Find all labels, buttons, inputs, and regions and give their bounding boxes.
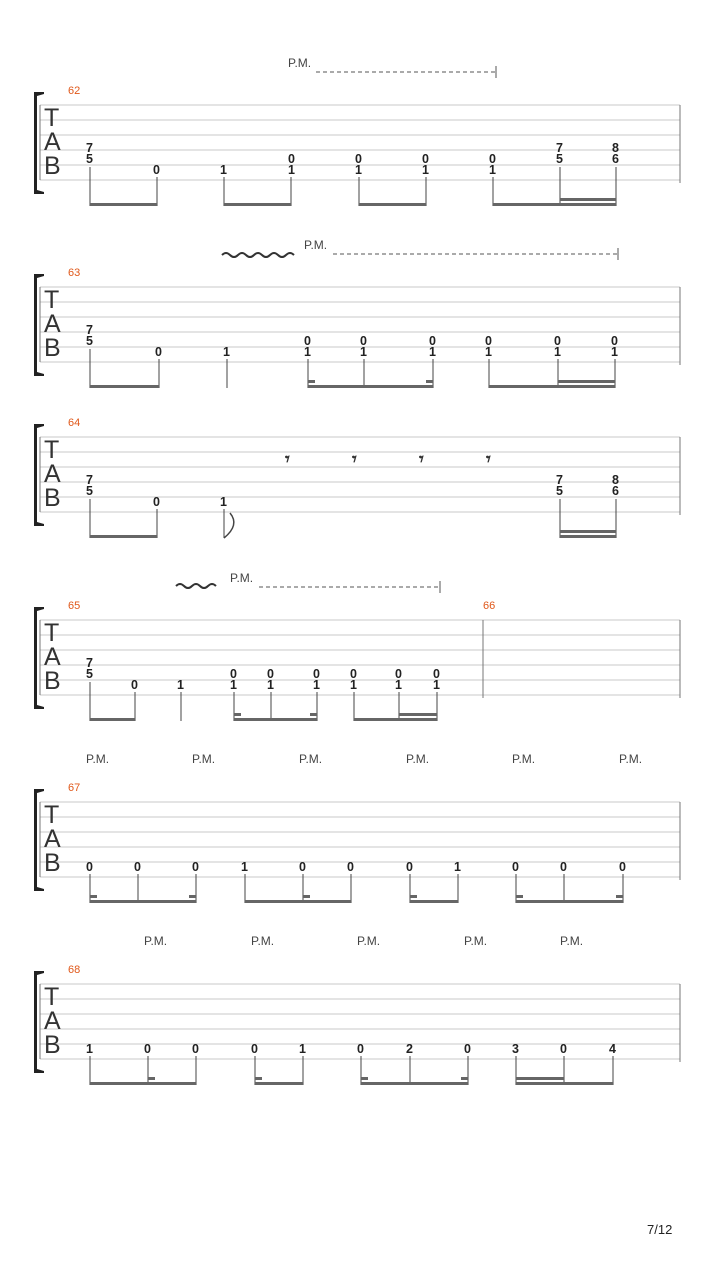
rhythm [90,349,615,388]
fret-number: 0 [144,1042,151,1056]
fret-number: 1 [313,678,320,692]
palm-mute-label: P.M. [304,238,328,252]
fret-number: 1 [611,345,618,359]
tab-clef [44,619,61,695]
fret-number: 0 [619,860,626,874]
staff-bracket [34,607,44,709]
fret-number: 0 [357,1042,364,1056]
svg-text:B: B [44,1031,61,1059]
palm-mute-row [144,934,583,948]
bar-number: 68 [68,964,81,976]
fret-number: 5 [86,484,93,498]
fret-number: 0 [313,667,320,681]
staff-bracket [34,274,44,376]
palm-mute-label: P.M. [406,752,430,766]
fret-number: 7 [556,141,563,155]
fret-number: 3 [512,1042,519,1056]
svg-text:B: B [44,334,61,362]
bar-number: 67 [68,782,81,794]
tab-clef [44,286,61,362]
svg-text:T: T [44,619,60,647]
eighth-rest-icon: 𝄾 [352,449,357,469]
staff-5 [34,752,680,903]
tab-clef [44,104,61,180]
svg-text:T: T [44,801,60,829]
staff-6 [34,934,680,1085]
staff-bracket [34,789,44,891]
staff-lines [40,437,680,512]
fret-number: 0 [86,860,93,874]
fret-number: 0 [560,1042,567,1056]
bar-number: 66 [483,600,496,612]
fret-number: 7 [86,323,93,337]
fret-number: 5 [86,334,93,348]
fret-number: 1 [395,678,402,692]
svg-text:A: A [44,643,61,671]
fret-number: 1 [350,678,357,692]
fret-number: 6 [612,484,619,498]
fret-number: 1 [230,678,237,692]
fret-number: 0 [512,860,519,874]
fret-number: 0 [422,152,429,166]
rhythm [90,874,623,903]
fret-number: 0 [153,495,160,509]
staff-bracket [34,424,44,526]
fret-number: 1 [429,345,436,359]
fret-number: 0 [489,152,496,166]
eighth-rest-icon: 𝄾 [285,449,290,469]
fret-number: 7 [86,473,93,487]
fret-number: 6 [612,152,619,166]
tab-clef [44,436,61,512]
palm-mute-label: P.M. [288,56,312,70]
svg-text:T: T [44,104,60,132]
fret-number: 5 [556,152,563,166]
fret-number: 5 [556,484,563,498]
fret-number: 5 [86,152,93,166]
fret-number: 0 [433,667,440,681]
fret-number: 0 [560,860,567,874]
fret-number: 1 [433,678,440,692]
fret-number: 1 [223,345,230,359]
fret-number: 0 [406,860,413,874]
svg-text:B: B [44,849,61,877]
fret-number: 8 [612,473,619,487]
palm-mute-label: P.M. [192,752,216,766]
bar-number: 62 [68,85,81,97]
palm-mute-label: P.M. [299,752,323,766]
fret-number: 0 [355,152,362,166]
svg-text:T: T [44,983,60,1011]
fret-number: 8 [612,141,619,155]
palm-mute-label: P.M. [86,752,110,766]
fret-number: 0 [554,334,561,348]
fret-number: 0 [192,1042,199,1056]
fret-number: 5 [86,667,93,681]
palm-mute-label: P.M. [619,752,643,766]
notes [86,141,619,177]
tab-clef [44,801,61,877]
rhythm [90,1056,613,1085]
fret-number: 0 [131,678,138,692]
fret-number: 1 [304,345,311,359]
fret-number: 1 [267,678,274,692]
fret-number: 0 [350,667,357,681]
staff-2 [34,238,680,388]
tab-clef [44,983,61,1059]
palm-mute-label: P.M. [251,934,275,948]
fret-number: 0 [395,667,402,681]
staff-bracket [34,971,44,1073]
staff-3 [34,417,680,538]
fret-number: 1 [554,345,561,359]
fret-number: 0 [251,1042,258,1056]
palm-mute-row [86,752,642,766]
notes [86,323,618,359]
palm-mute-label: P.M. [230,571,254,585]
svg-text:A: A [44,1007,61,1035]
fret-number: 1 [422,163,429,177]
fret-number: 1 [485,345,492,359]
palm-mute-label: P.M. [512,752,536,766]
fret-number: 2 [406,1042,413,1056]
fret-number: 7 [556,473,563,487]
svg-text:B: B [44,484,61,512]
fret-number: 0 [230,667,237,681]
svg-text:A: A [44,825,61,853]
eighth-rest-icon: 𝄾 [419,449,424,469]
fret-number: 0 [153,163,160,177]
fret-number: 1 [86,1042,93,1056]
staff-bracket [34,92,44,194]
fret-number: 1 [355,163,362,177]
fret-number: 0 [288,152,295,166]
fret-number: 4 [609,1042,616,1056]
fret-number: 7 [86,141,93,155]
fret-number: 0 [464,1042,471,1056]
rhythm [90,167,616,206]
staff-1 [34,56,680,206]
fret-number: 7 [86,656,93,670]
svg-text:T: T [44,286,60,314]
svg-text:T: T [44,436,60,464]
svg-text:B: B [44,667,61,695]
fret-number: 1 [177,678,184,692]
fret-number: 0 [299,860,306,874]
palm-mute-label: P.M. [357,934,381,948]
bar-number: 64 [68,417,81,429]
fret-number: 0 [134,860,141,874]
fret-number: 1 [220,163,227,177]
notes [86,473,619,509]
palm-mute-label: P.M. [144,934,168,948]
vibrato-icon [176,584,216,588]
fret-number: 0 [485,334,492,348]
fret-number: 0 [267,667,274,681]
fret-number: 1 [489,163,496,177]
fret-number: 1 [299,1042,306,1056]
svg-text:A: A [44,310,61,338]
fret-number: 0 [304,334,311,348]
fret-number: 1 [454,860,461,874]
bar-number: 63 [68,267,81,279]
fret-number: 0 [192,860,199,874]
eighth-rest-icon: 𝄾 [486,449,491,469]
fret-number: 0 [611,334,618,348]
fret-number: 1 [288,163,295,177]
staff-4 [34,571,680,721]
fret-number: 1 [220,495,227,509]
svg-text:A: A [44,128,61,156]
page-indicator: 7/12 [647,1222,673,1237]
fret-number: 0 [155,345,162,359]
svg-text:B: B [44,152,61,180]
fret-number: 1 [241,860,248,874]
fret-number: 1 [360,345,367,359]
rhythm [90,499,616,538]
svg-text:A: A [44,460,61,488]
eighth-flag-icon [224,513,234,538]
fret-number: 0 [360,334,367,348]
fret-number: 0 [347,860,354,874]
palm-mute-label: P.M. [464,934,488,948]
fret-number: 0 [429,334,436,348]
notes [86,656,440,692]
vibrato-icon [222,253,294,257]
rhythm [90,682,437,721]
palm-mute-label: P.M. [560,934,584,948]
bar-number: 65 [68,600,81,612]
